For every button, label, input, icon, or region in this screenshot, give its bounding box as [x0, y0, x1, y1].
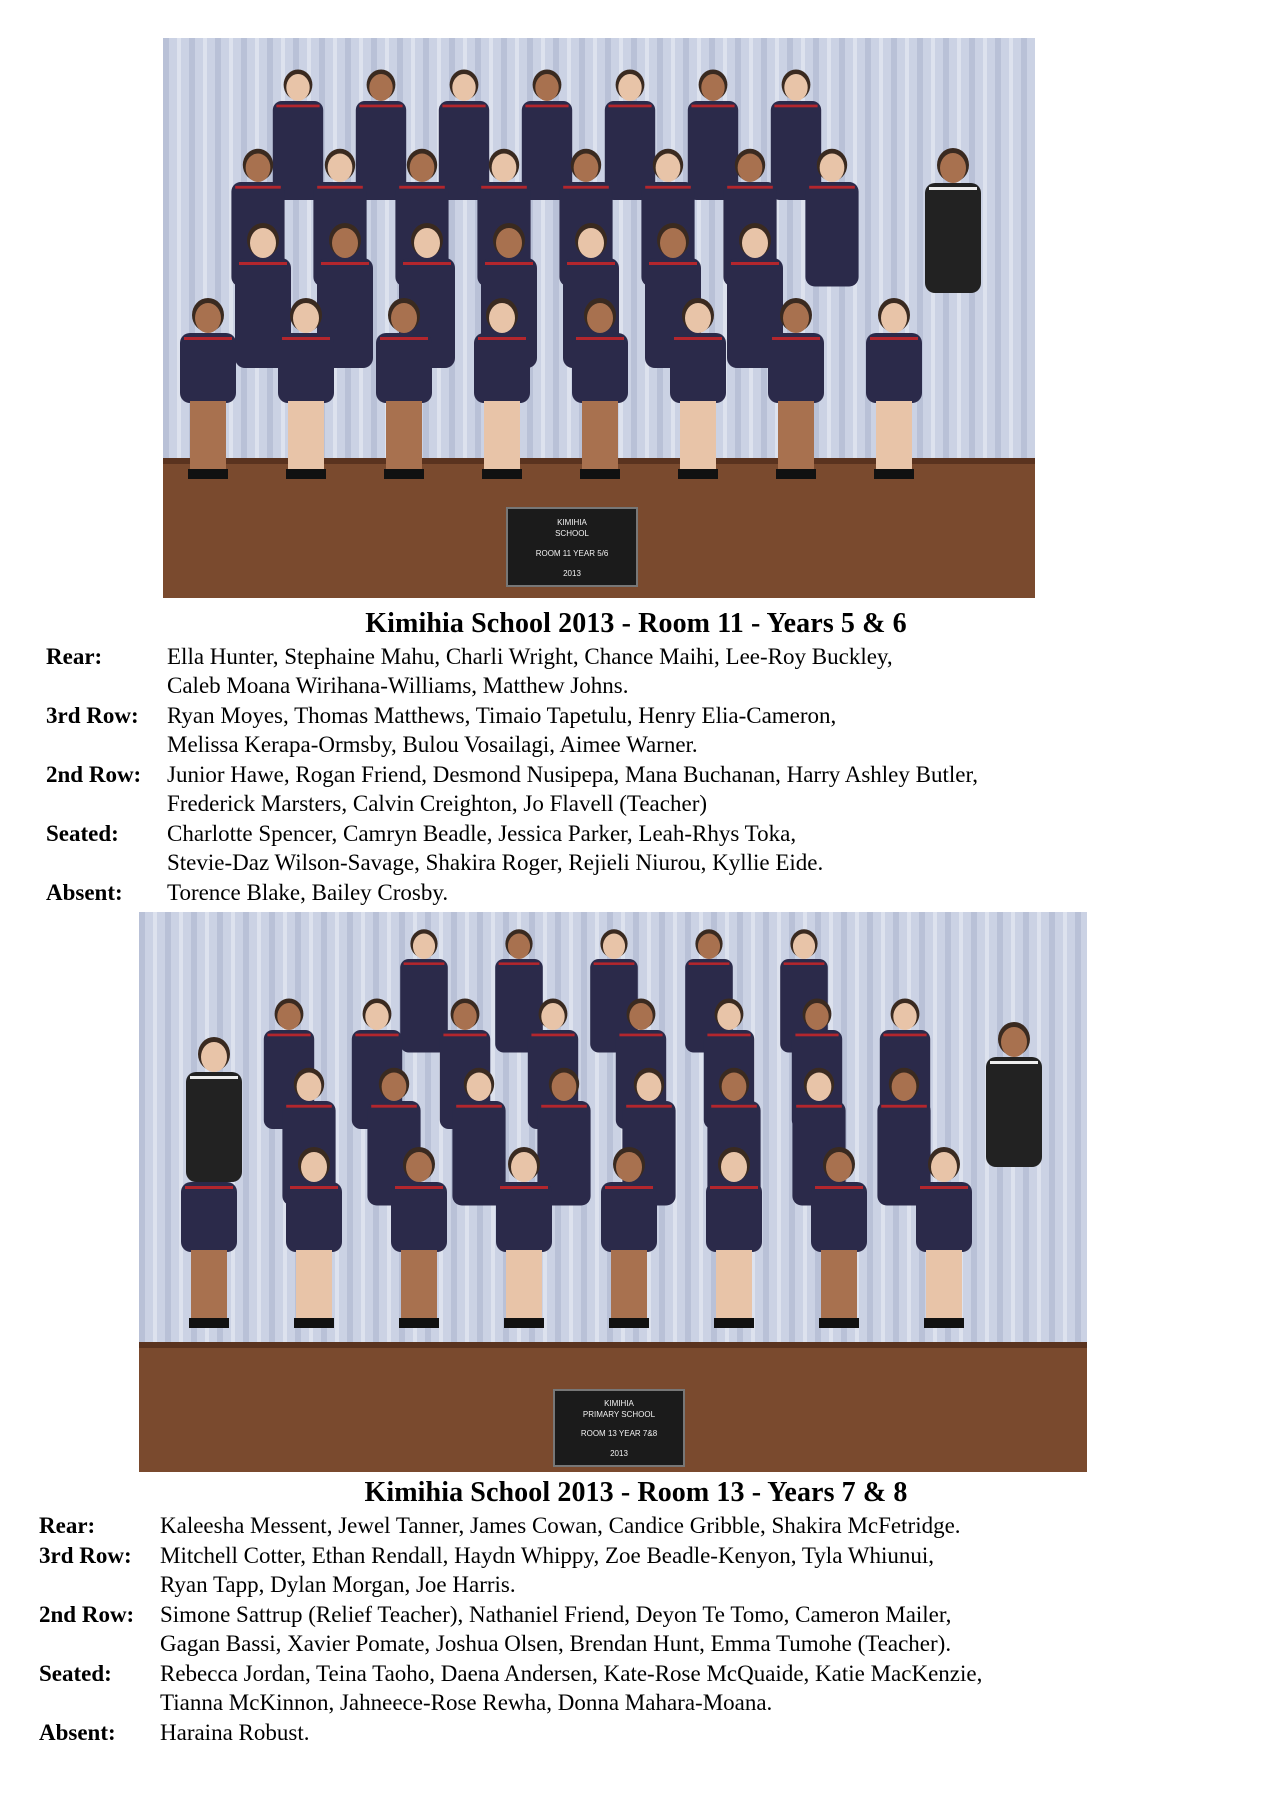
sign-line-3: ROOM 11 YEAR 5/6 — [535, 549, 609, 558]
row-label: Rear: — [46, 644, 103, 669]
class-sign — [554, 1390, 684, 1466]
row-label: Rear: — [39, 1513, 96, 1538]
sign-line-3: ROOM 13 YEAR 7&8 — [580, 1429, 658, 1438]
row-names: Mitchell Cotter, Ethan Rendall, Haydn Whippy, Zoe Beadle-Kenyon, Tyla Whiunui, Ryan Tapp, Dylan Morgan, Joe Harris. — [160, 1543, 934, 1597]
class-photo-room-13-illustration — [139, 912, 1087, 1472]
row-names: Haraina Robust. — [160, 1720, 310, 1745]
row-label: 2nd Row: — [39, 1602, 135, 1627]
row-names: Charlotte Spencer, Camryn Beadle, Jessica Parker, Leah-Rhys Toka, Stevie-Daz Wilson-Savage, Shakira Roger, Rejieli Niurou, Kyllie Eide. — [167, 821, 824, 875]
class-photo-room-13 — [139, 912, 1087, 1472]
photo-2-title: Kimihia School 2013 - Room 13 - Years 7 & 8 — [364, 1477, 908, 1508]
row-names: Kaleesha Messent, Jewel Tanner, James Cowan, Candice Gribble, Shakira McFetridge. — [160, 1513, 961, 1538]
sign-line-4: 2013 — [610, 1449, 628, 1458]
class-photo-room-11 — [163, 38, 1035, 598]
row-names: Rebecca Jordan, Teina Taoho, Daena Andersen, Kate-Rose McQuaide, Katie MacKenzie, Tianna McKinnon, Jahneece-Rose Rewha, Donna Mahara-Moana. — [160, 1661, 983, 1715]
sign-line-4: 2013 — [563, 569, 581, 578]
row-label: Absent: — [39, 1720, 116, 1745]
row-label: 2nd Row: — [46, 762, 142, 787]
row-names: Simone Sattrup (Relief Teacher), Nathaniel Friend, Deyon Te Tomo, Cameron Mailer, Gagan Bassi, Xavier Pomate, Joshua Olsen, Brendan Hunt, Emma Tumohe (Teacher). — [160, 1602, 952, 1656]
sign-line-2: PRIMARY SCHOOL — [582, 1410, 656, 1419]
sign-line-2: SCHOOL — [555, 529, 589, 538]
sign-line-1: KIMIHIA — [557, 518, 587, 527]
row-names: Torence Blake, Bailey Crosby. — [167, 880, 449, 905]
row-label: Seated: — [39, 1661, 112, 1686]
row-names: Ryan Moyes, Thomas Matthews, Timaio Tapetulu, Henry Elia-Cameron, Melissa Kerapa-Ormsby, Bulou Vosailagi, Aimee Warner. — [167, 703, 837, 757]
row-label: Seated: — [46, 821, 119, 846]
row-label: 3rd Row: — [46, 703, 139, 728]
sign-line-1: KIMIHIA — [604, 1399, 634, 1408]
photo-1-title: Kimihia School 2013 - Room 11 - Years 5 & 6 — [365, 608, 907, 639]
class-sign — [507, 508, 637, 586]
class-photo-room-11-illustration — [163, 38, 1035, 598]
row-label: 3rd Row: — [39, 1543, 132, 1568]
row-names: Ella Hunter, Stephaine Mahu, Charli Wright, Chance Maihi, Lee-Roy Buckley, Caleb Moana Wirihana-Williams, Matthew Johns. — [167, 644, 893, 698]
row-label: Absent: — [46, 880, 123, 905]
row-names: Junior Hawe, Rogan Friend, Desmond Nusipepa, Mana Buchanan, Harry Ashley Butler, Frederick Marsters, Calvin Creighton, Jo Flavell (Teacher) — [167, 762, 978, 816]
